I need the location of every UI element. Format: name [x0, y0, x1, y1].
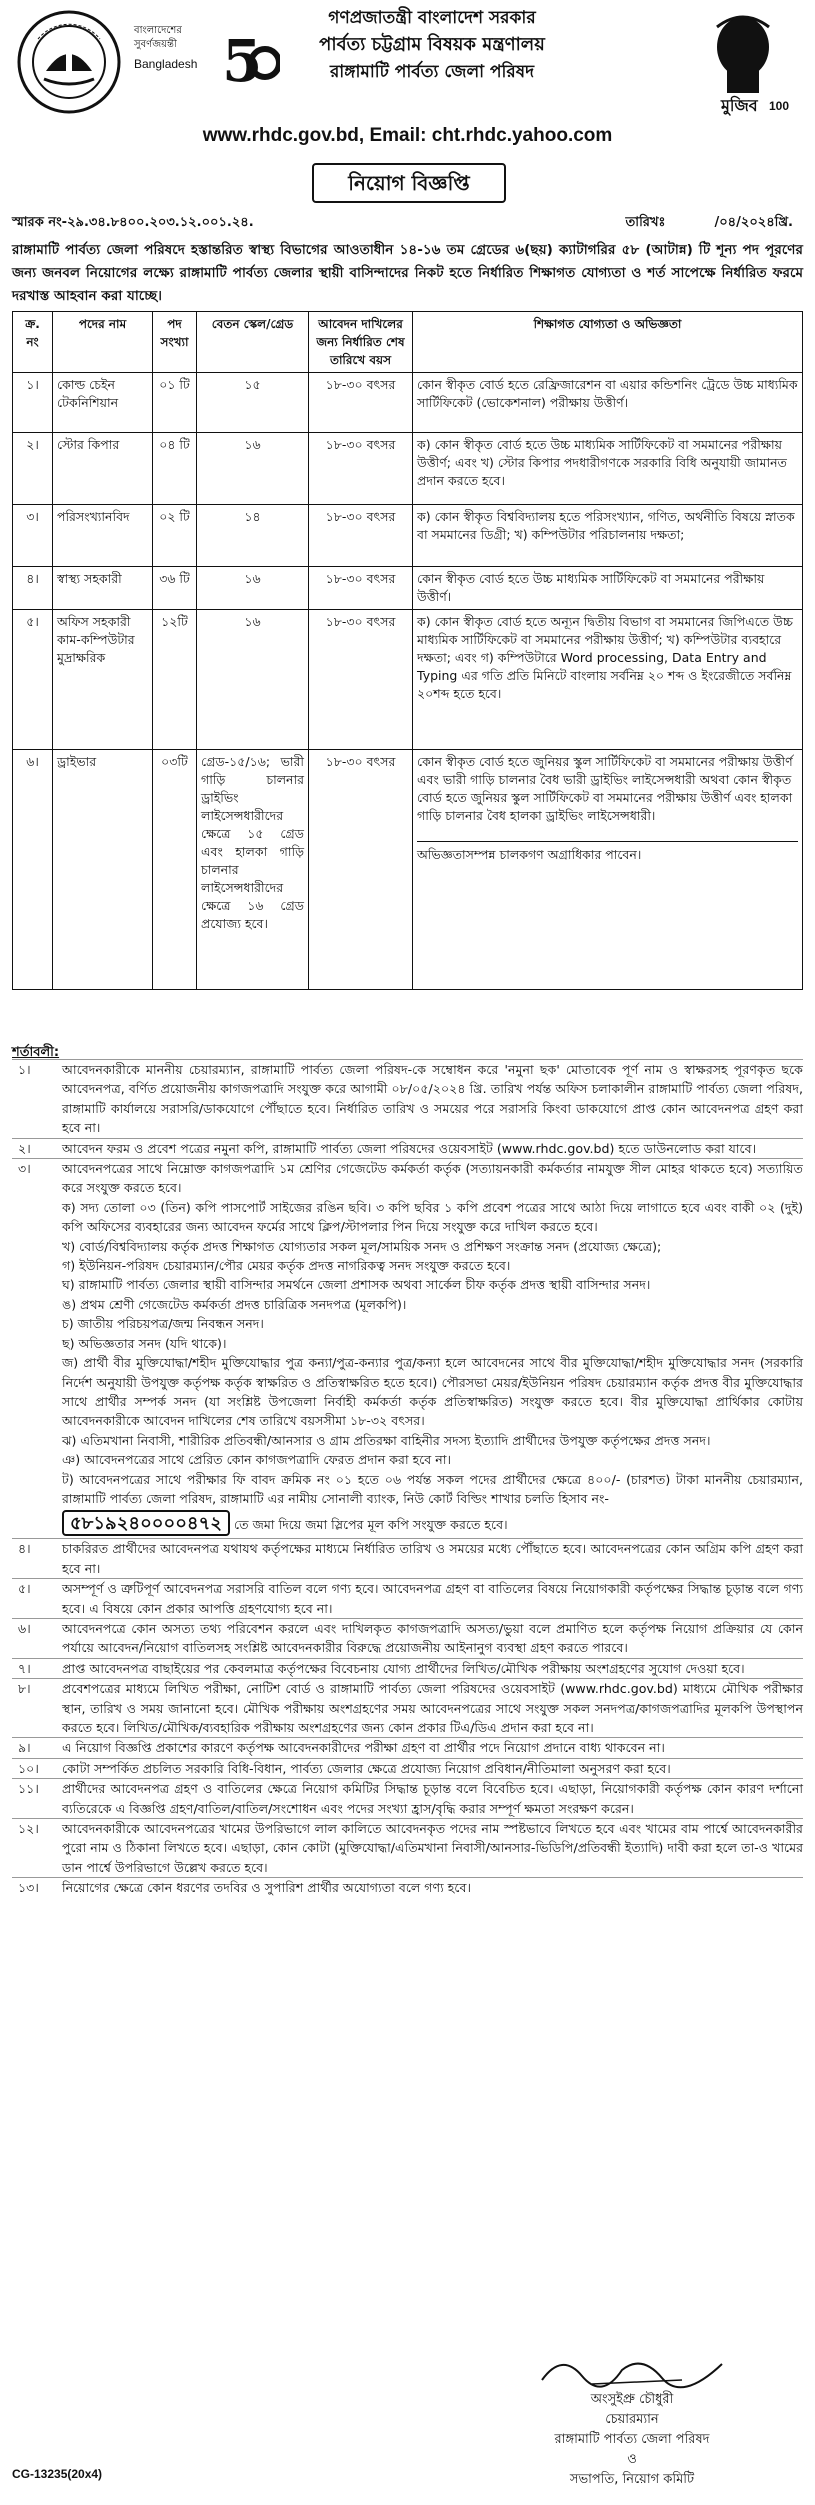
cell-count: ০৩টি: [153, 750, 197, 990]
condition-item: [12, 1758, 803, 1778]
cell-grade: ১৬: [197, 433, 309, 505]
table-row: [13, 433, 803, 505]
signatory-title: চেয়ারম্যান: [605, 2412, 659, 2427]
cell-grade: ১৫: [197, 373, 309, 433]
condition-num: ৩।: [18, 1161, 31, 1177]
condition-num: ৯।: [18, 1740, 31, 1756]
condition-text: আবেদনপত্রে কোন অসত্য তথ্য পরিবেশন করলে এবং দাখিলকৃত কাগজপত্রাদি অসত্য/ভুয়া বলে প্রমাণিত হলে কর্তৃপক্ষ নিয়োগ প্রক্রিয়ার যে কোন পর্যায়ে আবেদন/নিয়োগ বাতিলসহ সংশ্লিষ্ট আবেদনকারীর বিরুদ্ধে প্রয়োজনীয় আইনানুগ ব্যবস্থা গ্রহণ করতে পারবে।: [62, 1620, 803, 1656]
condition-num: ১।: [18, 1062, 31, 1077]
cell-sl: ৩।: [13, 505, 53, 567]
sub-item: ঙ) প্রথম শ্রেণী গেজেটেড কর্মকর্তা প্রদত্ত চারিত্রিক সনদপত্র (মূলকপি)।: [62, 1296, 407, 1312]
cell-count: ০৪ টি: [153, 433, 197, 505]
cell-age: ১৮-৩০ বৎসর: [309, 505, 413, 567]
condition-text: আবেদন ফরম ও প্রবেশ পত্রের নমুনা কপি, রাঙ্গামাটি পার্বত্য জেলা পরিষদের ওয়েবসাইট (www.rhdc.gov.bd) হতে ডাউনলোড করা যাবে।: [62, 1140, 757, 1156]
condition-item: [12, 1059, 803, 1138]
sub-item: ট) আবেদনপত্রের সাথে পরীক্ষার ফি বাবদ ক্রমিক নং ০১ হতে ০৬ পর্যন্ত সকল পদের প্রার্থীদের ক্ষেত্রে ৪০০/- (চারশত) টাকা মাননীয় চেয়ারম্যান, রাঙ্গামাটি পার্বত্য জেলা পরিষদ, রাঙ্গামাটি এর নামীয় সোনালী ব্যাংক, নিউ কোর্ট বিল্ডিং শাখার চলতি হিসাব নং-: [62, 1471, 803, 1506]
cell-post: স্টোর কিপার: [53, 433, 153, 505]
condition-text: নিয়োগের ক্ষেত্রে কোন ধরণের তদবির ও সুপারিশ প্রার্থীর অযোগ্যতা বলে গণ্য হবে।: [62, 1880, 471, 1896]
cell-count: ১২টি: [153, 610, 197, 750]
condition-text: চাকরিরত প্রার্থীদের আবেদনপত্র যথাযথ কর্তৃপক্ষের মাধ্যমে নির্ধারিত তারিখ ও সময়ের মধ্যে পৌঁছাতে হবে। আবেদনপত্রের কোন অগ্রিম কপি গ্রহণ করা হবে না।: [62, 1541, 803, 1576]
condition-item: [12, 1778, 803, 1818]
condition-num: ৫।: [18, 1581, 31, 1597]
intro-paragraph: রাঙ্গামাটি পার্বত্য জেলা পরিষদে হস্তান্তরিত স্বাস্থ্য বিভাগের আওতাধীন ১৪-১৬ তম গ্রেডের ৬(ছয়) ক্যাটাগরির ৫৮ (আটান্ন) টি শূন্য পদ পূরণের জন্য জনবল নিয়োগের লক্ষ্যে রাঙ্গামাটি পার্বত্য জেলার স্থায়ী বাসিন্দাদের নিকট হতে নির্ধারিত শিক্ষাগত যোগ্যতা ও শর্ত সাপেক্ষে নির্ধারিত ফরমে দরখাস্ত আহবান করা যাচ্ছে।: [12, 242, 803, 304]
mujib-text: মুজিব: [721, 96, 758, 115]
table-row: [13, 567, 803, 610]
signature-block: [482, 2350, 782, 2490]
table-row: [13, 750, 803, 990]
col-qual: শিক্ষাগত যোগ্যতা ও অভিজ্ঞতা: [413, 312, 803, 373]
district-council-logo: [16, 9, 122, 115]
condition-item: [12, 1158, 803, 1536]
posts-table: [12, 311, 803, 990]
svg-text:বাংলাদেশের: বাংলাদেশের: [134, 25, 182, 36]
condition-text: আবেদনপত্রের সাথে নিম্নোক্ত কাগজপত্রাদি ১ম শ্রেণির গেজেটেড কর্মকর্তা কর্তৃক (সত্যায়নকারী কর্মকর্তার নামযুক্ত সীল মোহর থাকতে হবে) সত্যায়িত করে সংযুক্ত করতে হবে।: [62, 1161, 803, 1196]
date-value: /০৪/২০২৪খ্রি.: [714, 215, 793, 230]
condition-num: ১২।: [18, 1821, 39, 1837]
sub-item: চ) জাতীয় পরিচয়পত্র/জন্ম নিবন্ধন সনদ।: [62, 1316, 264, 1332]
cell-grade: ১৪: [197, 505, 309, 567]
condition-text: প্রার্থীদের আবেদনপত্র গ্রহণ ও বাতিলের ক্ষেত্রে নিয়োগ কমিটির সিদ্ধান্ত চূড়ান্ত বলে বিবেচিত হবে। এছাড়া, নিয়োগকারী কর্তৃপক্ষ কোন কারণ দর্শানো ব্যতিরেকে এ বিজ্ঞপ্তি গ্রহণ/বাতিল/বাতিল/সংশোধন এবং পদের সংখ্যা হ্রাস/বৃদ্ধি করার সম্পূর্ণ ক্ষমতা সংরক্ষণ করেন।: [62, 1781, 803, 1816]
condition-num: ৪।: [18, 1541, 31, 1557]
bangladesh-50-logo: [130, 11, 280, 101]
logo50-caption: Bangladesh: [134, 57, 198, 71]
cell-count: ০২ টি: [153, 505, 197, 567]
cell-age: ১৮-৩০ বৎসর: [309, 433, 413, 505]
signatory-office: রাঙ্গামাটি পার্বত্য জেলা পরিষদ: [554, 2432, 710, 2447]
cell-qual: কোন স্বীকৃত বোর্ড হতে উচ্চ মাধ্যমিক সার্টিফিকেট বা সমমানের পরীক্ষায় উত্তীর্ণ।: [413, 567, 803, 610]
print-code: CG-13235(20x4): [12, 2467, 103, 2481]
condition-text: আবেদনকারীকে মাননীয় চেয়ারম্যান, রাঙ্গামাটি পার্বত্য জেলা পরিষদ-কে সম্বোধন করে 'নমুনা ছক' মোতাবেক পূর্ণ নাম ও স্বাক্ষরসহ পূরণকৃত ছকে আবেদনপত্র, বর্ণিত প্রয়োজনীয় কাগজপত্রাদি সংযুক্ত করে আগামী ০৮/০৫/২০২৪ খ্রি. তারিখ পর্যন্ত অফিস চলাকালীন রাঙ্গামাটি পার্বত্য জেলা পরিষদ, রাঙ্গামাটি কার্যালয়ে সরাসরি/ডাকযোগে পৌঁছাতে হবে। নির্ধারিত তারিখ ও সময়ের পরে সরাসরি কিংবা ডাকযোগে প্রাপ্ত কোন আবেদনপত্র গ্রহণ করা হবে না।: [62, 1062, 803, 1136]
bank-account-number: ৫৮১৯২৪০০০০৪৭২: [62, 1510, 230, 1536]
driver-preference: অভিজ্ঞতাসম্পন্ন চালকগণ অগ্রাধিকার পাবেন।: [417, 841, 798, 864]
svg-text:5: 5: [222, 27, 263, 95]
cell-age: ১৮-৩০ বৎসর: [309, 750, 413, 990]
svg-text:সুবর্ণজয়ন্তী: সুবর্ণজয়ন্তী: [134, 39, 177, 50]
table-row: [13, 373, 803, 433]
condition-num: ২।: [18, 1140, 31, 1156]
notice-title: নিয়োগ বিজ্ঞপ্তি: [312, 163, 506, 203]
col-post: পদের নাম: [53, 312, 153, 373]
condition-num: ৬।: [18, 1620, 31, 1636]
condition-item: [12, 1737, 803, 1757]
cell-qual: কোন স্বীকৃত বোর্ড হতে রেফ্রিজারেশন বা এয়ার কন্ডিশনিং ট্রেডে উচ্চ মাধ্যমিক সার্টিফিকেট (ভোকেশনাল) পরীক্ষায় উত্তীর্ণ।: [413, 373, 803, 433]
cell-sl: ৫।: [13, 610, 53, 750]
memo-number: স্মারক নং-২৯.৩৪.৮৪০০.২০৩.১২.০০১.২৪.: [12, 215, 254, 230]
condition-item: [12, 1618, 803, 1658]
col-sl: ক্র. নং: [13, 312, 53, 373]
date-label: তারিখঃ: [625, 215, 666, 230]
cell-qual: ক) কোন স্বীকৃত বিশ্ববিদ্যালয় হতে পরিসংখ্যান, গণিত, অর্থনীতি বিষয়ে স্নাতক বা সমমানের ডিগ্রী; খ) কম্পিউটার পরিচালনায় দক্ষতা;: [413, 505, 803, 567]
cell-grade: গ্রেড-১৫/১৬; ভারী গাড়ি চালনার ড্রাইভিং লাইসেন্সধারীদের ক্ষেত্রে ১৫ গ্রেড এবং হালকা গাড়ি চালনার লাইসেন্সধারীদের ক্ষেত্রে ১৬ গ্রেড প্রযোজ্য হবে।: [197, 750, 309, 990]
conditions-title: শর্তাবলী:: [12, 1045, 60, 1060]
cell-post: কোল্ড চেইন টেকনিশিয়ান: [53, 373, 153, 433]
cell-sl: ২।: [13, 433, 53, 505]
cell-qual: ক) কোন স্বীকৃত বোর্ড হতে অন্যূন দ্বিতীয় বিভাগ বা সমমানের জিপিএতে উচ্চ মাধ্যমিক সার্টিফিকেট বা সমমানের পরীক্ষায় উত্তীর্ণ; খ) কম্পিউটার ব্যবহারে দক্ষতা; এবং গ) কম্পিউটারে Word processing, Data Entry and Typing এর গতি প্রতি মিনিটে বাংলায় সর্বনিম্ন ২০ শব্দ ও ইংরেজীতে সর্বনিম্ন ২০শব্দ হতে হবে।: [413, 610, 803, 750]
sub-item: ক) সদ্য তোলা ০৩ (তিন) কপি পাসপোর্ট সাইজের রঙিন ছবি। ৩ কপি ছবির ১ কপি প্রবেশ পত্রের সাথে আঠা দিয়ে লাগাতে হবে এবং বাকী ০২ (দুই) কপি অফিসের ব্যবহারের জন্য আবেদন ফর্মের সাথে ক্লিপ/স্টাপলার পিন দিয়ে সংযুক্ত করে দাখিল করতে হবে।: [62, 1199, 803, 1235]
sub-item: ঝ) এতিমখানা নিবাসী, শারীরিক প্রতিবন্ধী/আনসার ও গ্রাম প্রতিরক্ষা বাহিনীর সদস্য ইত্যাদি প্রার্থীদের উপযুক্ত কর্তৃপক্ষের প্রদত্ত সনদ।: [62, 1432, 711, 1448]
cell-count: ০১ টি: [153, 373, 197, 433]
sub-item: ঘ) রাঙ্গামাটি পার্বত্য জেলার স্থায়ী বাসিন্দার সমর্থনে জেলা প্রশাসক অথবা সার্কেল চীফ কর্তৃক প্রদত্ত স্থায়ী বাসিন্দার সনদ।: [62, 1277, 651, 1293]
condition-item: [12, 1658, 803, 1678]
condition-item: [12, 1877, 803, 1897]
cell-post: অফিস সহকারী কাম-কম্পিউটার মুদ্রাক্ষরিক: [53, 610, 153, 750]
cell-sl: ৪।: [13, 567, 53, 610]
condition-item: [12, 1138, 803, 1158]
cell-qual: ক) কোন স্বীকৃত বোর্ড হতে উচ্চ মাধ্যমিক সার্টিফিকেট বা সমমানের পরীক্ষায় উত্তীর্ণ; এবং খ) স্টোর কিপার পদধারীগণকে সরকারি বিধি অনুযায়ী জামানত প্রদান করতে হবে।: [413, 433, 803, 505]
cell-grade: ১৬: [197, 610, 309, 750]
header: [12, 5, 803, 163]
cell-post: পরিসংখ্যানবিদ: [53, 505, 153, 567]
mujib-100: 100: [769, 99, 790, 113]
condition-item: [12, 1578, 803, 1618]
table-row: [13, 505, 803, 567]
condition-num: ৭।: [18, 1660, 31, 1676]
sub-item: ছ) অভিজ্ঞতার সনদ (যদি থাকে)।: [62, 1335, 227, 1351]
driver-qual: কোন স্বীকৃত বোর্ড হতে জুনিয়র স্কুল সার্টিফিকেট বা সমমানের পরীক্ষায় উত্তীর্ণ এবং ভারী গাড়ি চালনার বৈধ ভারী ড্রাইভিং লাইসেন্সধারী অথবা কোন স্বীকৃত বোর্ড হতে জুনিয়র স্কুল সার্টিফিকেট বা সমমানের পরীক্ষায় উত্তীর্ণ এবং হালকা গাড়ি চালনার বৈধ হালকা ড্রাইভিং লাইসেন্সধারী।: [417, 754, 793, 823]
cell-post: স্বাস্থ্য সহকারী: [53, 567, 153, 610]
cell-sl: ৬।: [13, 750, 53, 990]
condition-num: ৮।: [18, 1681, 31, 1697]
cell-qual: [413, 750, 803, 990]
ministry-name: পার্বত্য চট্টগ্রাম বিষয়ক মন্ত্রণালয়: [319, 34, 545, 55]
account-line: [62, 1510, 803, 1536]
condition-num: ১০।: [18, 1760, 39, 1776]
cell-post: ড্রাইভার: [53, 750, 153, 990]
signature-mark: [532, 2350, 732, 2390]
condition-num: ১১।: [18, 1781, 39, 1797]
sub-item: খ) বোর্ড/বিশ্ববিদ্যালয় কর্তৃক প্রদত্ত শিক্ষাগত যোগ্যতার সকল মূল/সাময়িক সনদ ও প্রশিক্ষণ সংক্রান্ত সনদ (প্রযোজ্য ক্ষেত্রে);: [62, 1238, 662, 1254]
header-titles: [282, 5, 582, 85]
sub-item: ঞ) আবেদনপত্রের সাথে প্রেরিত কোন কাগজপত্রাদি ফেরত প্রদান করা হবে না।: [62, 1452, 451, 1468]
council-name: রাঙ্গামাটি পার্বত্য জেলা পরিষদ: [329, 62, 535, 82]
condition-text: আবেদনকারীকে আবেদনপত্রের খামের উপরিভাগে লাল কালিতে আবেদনকৃত পদের নাম স্পষ্টভাবে লিখতে হবে এবং খামের বাম পার্শ্বে আবেদনকারীর পুরো নাম ও ঠিকানা লিখতে হবে। এছাড়া, কোন কোটা (মুক্তিযোদ্ধা/এতিমখানা নিবাসী/আনসার-ভিডিপি/প্রতিবন্ধী ইত্যাদি) দাবী করা হলে তা-ও খামের ডান পার্শ্বে উপরিভাগে উল্লেখ করতে হবে।: [62, 1821, 803, 1875]
table-header-row: [13, 312, 803, 373]
condition-item: [12, 1678, 803, 1737]
cell-age: ১৮-৩০ বৎসর: [309, 567, 413, 610]
col-grade: বেতন স্কেল/গ্রেড: [197, 312, 309, 373]
condition-item: [12, 1818, 803, 1877]
conditions-list: [12, 1059, 803, 1898]
condition-text: কোটা সম্পর্কিত প্রচলিত সরকারি বিধি-বিধান, পার্বত্য জেলার ক্ষেত্রে প্রযোজ্য নিয়োগ প্রবিধান/নীতিমালা অনুসরণ করা হবে।: [62, 1760, 671, 1776]
col-count: পদ সংখ্যা: [153, 312, 197, 373]
mujib-100-logo: [687, 7, 799, 125]
condition-item: [12, 1538, 803, 1578]
signatory-name: অংসুইপ্রু চৌধুরী: [590, 2392, 674, 2407]
cell-count: ৩৬ টি: [153, 567, 197, 610]
cell-sl: ১।: [13, 373, 53, 433]
cell-age: ১৮-৩০ বৎসর: [309, 373, 413, 433]
notice-page: [12, 5, 803, 2495]
condition-text: অসম্পূর্ণ ও ত্রুটিপূর্ণ আবেদনপত্র সরাসরি বাতিল বলে গণ্য হবে। আবেদনপত্র গ্রহণ বা বাতিলের বিষয়ে নিয়োগকারী কর্তৃপক্ষের সিদ্ধান্ত চূড়ান্ত বলে গণ্য হবে। এ বিষয়ে কোন প্রকার আপত্তি গ্রহণযোগ্য হবে না।: [62, 1581, 803, 1616]
condition-text: প্রাপ্ত আবেদনপত্র বাছাইয়ের পর কেবলমাত্র কর্তৃপক্ষের বিবেচনায় যোগ্য প্রার্থীদের লিখিত/মৌখিক পরীক্ষায় অংশগ্রহণের সুযোগ দেওয়া হবে।: [62, 1660, 745, 1676]
condition-text: প্রবেশপত্রের মাধ্যমে লিখিত পরীক্ষা, নোটিশ বোর্ড ও রাঙ্গামাটি পার্বত্য জেলা পরিষদের ওয়েবসাইট (www.rhdc.gov.bd) মাধ্যমে মৌখিক পরীক্ষার স্থান, তারিখ ও সময় জানানো হবে। মৌখিক পরীক্ষায় অংশগ্রহণের সময় আবেদনপত্রের সাথে সংযুক্ত সকল সনদপত্র/কাগজপত্রাদির মূলকপি উপস্থাপন করতে হবে। লিখিত/মৌখিক/ব্যবহারিক পরীক্ষায় অংশগ্রহণের জন্য কোন প্রকার টিএ/ডিএ প্রদান করা হবে না।: [62, 1681, 803, 1735]
signatory-committee: সভাপতি, নিয়োগ কমিটি: [569, 2472, 695, 2487]
date-block: [626, 213, 793, 234]
condition-num: ১৩।: [18, 1880, 39, 1896]
account-suffix: তে জমা দিয়ে জমা স্লিপের মূল কপি সংযুক্ত করতে হবে।: [234, 1517, 508, 1533]
cell-grade: ১৬: [197, 567, 309, 610]
website-email: www.rhdc.gov.bd, Email: cht.rhdc.yahoo.com: [202, 125, 613, 146]
sub-item: গ) ইউনিয়ন-পরিষদ চেয়ারম্যান/পৌর মেয়র কর্তৃক প্রদত্ত নাগরিকত্ব সনদ সংযুক্ত করতে হবে।: [62, 1258, 511, 1274]
cell-age: ১৮-৩০ বৎসর: [309, 610, 413, 750]
condition-text: এ নিয়োগ বিজ্ঞপ্তি প্রকাশের কারণে কর্তৃপক্ষ আবেদনকারীদের পরীক্ষা গ্রহণ বা প্রার্থীর পদে নিয়োগ প্রদানে বাধ্য থাকবেন না।: [62, 1740, 665, 1756]
col-age: আবেদন দাখিলের জন্য নির্ধারিত শেষ তারিখে বয়স: [309, 312, 413, 373]
table-row: [13, 610, 803, 750]
govt-name: গণপ্রজাতন্ত্রী বাংলাদেশ সরকার: [328, 8, 536, 28]
sub-item: জ) প্রার্থী বীর মুক্তিযোদ্ধা/শহীদ মুক্তিযোদ্ধার পুত্র কন্যা/পুত্র-কন্যার পুত্র/কন্যা হলে আবেদনের সাথে বীর মুক্তিযোদ্ধা/শহীদ মুক্তিযোদ্ধার সনদ (সরকারি নির্দেশ অনুযায়ী উপযুক্ত কর্তৃপক্ষ কর্তৃক স্বাক্ষরিত ও প্রতিস্বাক্ষরিত হতে হবে।) পৌরসভা মেয়র/ইউনিয়ন পরিষদ চেয়ারম্যান কর্তৃক প্রদত্ত বীর মুক্তিযোদ্ধার সাথে প্রার্থীর সম্পর্ক সনদ (যা সংশ্লিষ্ট উপজেলা নির্বাহী কর্মকর্তা কর্তৃক প্রতিস্বাক্ষরিত) সংযুক্ত করতে হবে। বীর মুক্তিযোদ্ধা প্রার্থিকার কোটায় আবেদনকারীকে আবেদন দাখিলের শেষ তারিখে বয়সসীমা ১৮-৩২ বৎসর।: [62, 1355, 803, 1429]
signatory-and: ও: [627, 2452, 637, 2467]
ref-row: [12, 213, 803, 235]
